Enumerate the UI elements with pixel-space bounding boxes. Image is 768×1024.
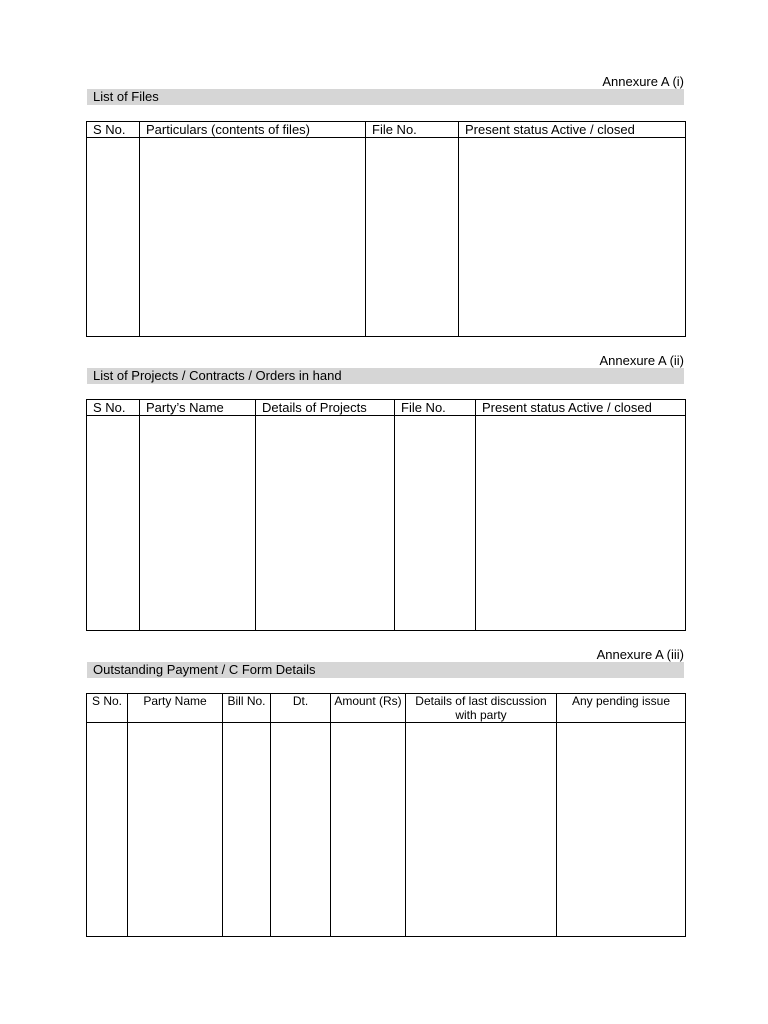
column-header: File No. (366, 122, 459, 138)
table-row (87, 138, 686, 337)
table-cell[interactable] (476, 416, 686, 631)
files-table (86, 121, 686, 337)
table-cell[interactable] (140, 416, 256, 631)
table-header-row (87, 122, 686, 138)
column-header: Party’s Name (140, 400, 256, 416)
column-header: S No. (87, 694, 128, 723)
table-cell[interactable] (256, 416, 395, 631)
column-header: Dt. (271, 694, 331, 723)
column-header: File No. (395, 400, 476, 416)
table-cell[interactable] (87, 138, 140, 337)
table-cell[interactable] (459, 138, 686, 337)
table-cell[interactable] (366, 138, 459, 337)
column-header: Present status Active / closed (459, 122, 686, 138)
column-header: S No. (87, 122, 140, 138)
table-cell[interactable] (128, 723, 223, 937)
table-cell[interactable] (223, 723, 271, 937)
column-header: Party Name (128, 694, 223, 723)
table-cell[interactable] (557, 723, 686, 937)
table-cell[interactable] (395, 416, 476, 631)
table-row (87, 723, 686, 937)
table-cell[interactable] (331, 723, 406, 937)
annexure-label-1: Annexure A (i) (602, 74, 684, 89)
table-cell[interactable] (271, 723, 331, 937)
table-cell[interactable] (87, 416, 140, 631)
table-cell[interactable] (140, 138, 366, 337)
annexure-label-3: Annexure A (iii) (596, 647, 684, 662)
annexure-label-2: Annexure A (ii) (599, 353, 684, 368)
column-header: Details of last discussion with party (406, 694, 557, 723)
column-header: Particulars (contents of files) (140, 122, 366, 138)
column-header: Any pending issue (557, 694, 686, 723)
section-title-projects: List of Projects / Contracts / Orders in hand (87, 368, 684, 384)
table-cell[interactable] (406, 723, 557, 937)
table-cell[interactable] (87, 723, 128, 937)
column-header: Present status Active / closed (476, 400, 686, 416)
table-header-row (87, 694, 686, 723)
table-row (87, 416, 686, 631)
column-header: Amount (Rs) (331, 694, 406, 723)
column-header: Details of Projects (256, 400, 395, 416)
column-header: Bill No. (223, 694, 271, 723)
section-title-outstanding-payment: Outstanding Payment / C Form Details (87, 662, 684, 678)
payments-table (86, 693, 686, 937)
column-header: S No. (87, 400, 140, 416)
projects-table (86, 399, 686, 631)
section-title-list-of-files: List of Files (87, 89, 684, 105)
table-header-row (87, 400, 686, 416)
